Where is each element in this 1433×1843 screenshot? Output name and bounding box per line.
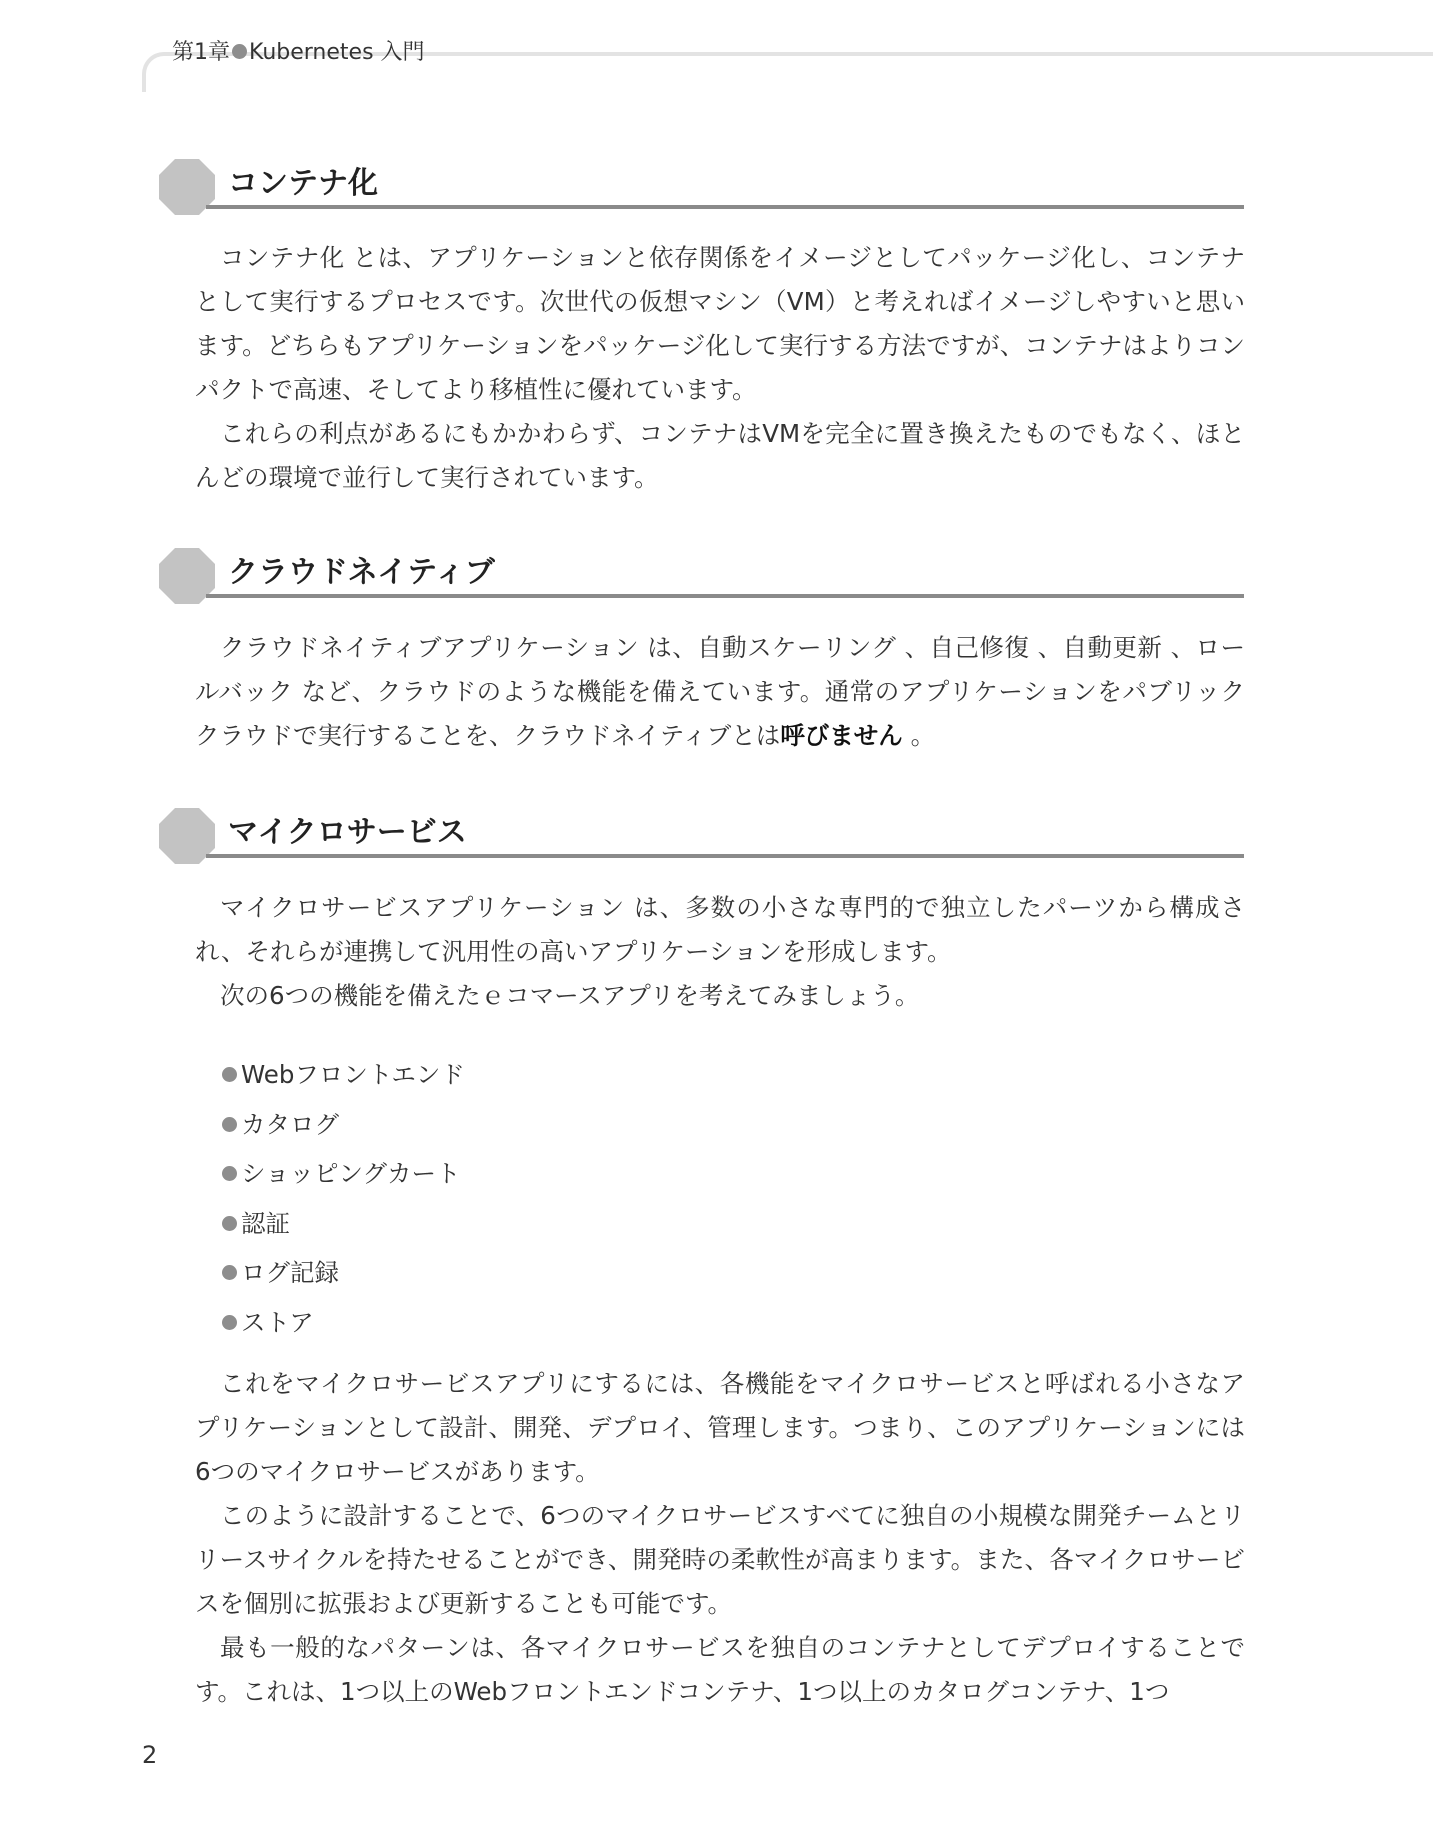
bullet-icon bbox=[222, 1067, 237, 1082]
paragraph-text-end: 。 bbox=[902, 721, 936, 750]
heading-underline bbox=[206, 205, 1244, 209]
paragraph: 最も一般的なパターンは、各マイクロサービスを独自のコンテナとしてデプロイすることです。これは、1つ以上のWebフロントエンドコンテナ、1つ以上のカタログコンテナ、1つ bbox=[195, 1633, 1245, 1706]
page-number: 2 bbox=[142, 1741, 158, 1769]
running-header bbox=[142, 38, 1433, 88]
paragraph: マイクロサービスアプリケーション は、多数の小さな専門的で独立したパーツから構成され、それらが連携して汎用性の高いアプリケーションを形成します。 bbox=[195, 893, 1245, 966]
section-heading-microservices bbox=[158, 807, 1244, 867]
header-text bbox=[172, 38, 425, 68]
list-item bbox=[222, 1149, 465, 1199]
list-item-text: Webフロントエンド bbox=[241, 1060, 465, 1089]
section-body-microservices bbox=[195, 886, 1245, 1018]
list-item-text: ストア bbox=[241, 1307, 314, 1337]
list-item-text: 認証 bbox=[241, 1208, 290, 1238]
feature-list bbox=[222, 1050, 465, 1347]
emphasis-text: 呼びません bbox=[780, 721, 903, 750]
section-body-cloud-native bbox=[195, 626, 1245, 758]
paragraph: これらの利点があるにもかかわらず、コンテナはVMを完全に置き換えたものでもなく、ほとんどの環境で並行して実行されています。 bbox=[195, 419, 1245, 492]
list-item-text: ショッピングカート bbox=[241, 1159, 461, 1188]
list-item-text: カタログ bbox=[241, 1109, 339, 1139]
section-title: クラウドネイティブ bbox=[228, 555, 495, 590]
list-item bbox=[222, 1050, 465, 1100]
list-item bbox=[222, 1298, 465, 1348]
bullet-icon bbox=[222, 1265, 237, 1280]
paragraph: これをマイクロサービスアプリにするには、各機能をマイクロサービスと呼ばれる小さなアプリケーションとして設計、開発、デプロイ、管理します。つまり、このアプリケーションには6つのマイクロサービスがあります。 bbox=[195, 1369, 1245, 1486]
paragraph: 次の6つの機能を備えたｅコマースアプリを考えてみましょう。 bbox=[220, 981, 920, 1010]
list-item bbox=[222, 1199, 465, 1249]
section-body-microservices-continued bbox=[195, 1362, 1245, 1714]
bullet-icon bbox=[222, 1166, 237, 1181]
heading-underline bbox=[206, 594, 1244, 598]
section-title: コンテナ化 bbox=[228, 166, 378, 201]
bullet-icon bbox=[222, 1117, 237, 1132]
paragraph: このように設計することで、6つのマイクロサービスすべてに独自の小規模な開発チームとリリースサイクルを持たせることができ、開発時の柔軟性が高まります。また、各マイクロサービスを個別に拡張および更新することも可能です。 bbox=[195, 1501, 1245, 1618]
bullet-icon bbox=[232, 44, 247, 59]
list-item bbox=[222, 1248, 465, 1298]
list-item-text: ログ記録 bbox=[241, 1258, 339, 1287]
chapter-title: Kubernetes 入門 bbox=[249, 40, 425, 65]
section-title: マイクロサービス bbox=[228, 815, 467, 850]
section-body-containerization bbox=[195, 236, 1245, 500]
bullet-icon bbox=[222, 1216, 237, 1231]
paragraph bbox=[195, 626, 1245, 758]
chapter-number: 第1章 bbox=[172, 40, 230, 65]
paragraph-text: クラウドネイティブアプリケーション は、自動スケーリング 、自己修復 、自動更新 、ロールバック など、クラウドのような機能を備えています。通常のアプリケーションをパブリッククラウドで実行することを、クラウドネイティブとは bbox=[195, 633, 1245, 750]
section-heading-containerization bbox=[158, 158, 1244, 218]
heading-underline bbox=[206, 854, 1244, 858]
section-heading-cloud-native bbox=[158, 547, 1244, 607]
bullet-icon bbox=[222, 1315, 237, 1330]
list-item bbox=[222, 1100, 465, 1150]
paragraph: コンテナ化 とは、アプリケーションと依存関係をイメージとしてパッケージ化し、コンテナとして実行するプロセスです。次世代の仮想マシン（VM）と考えればイメージしやすいと思います。どちらもアプリケーションをパッケージ化して実行する方法ですが、コンテナはよりコンパクトで高速、そしてより移植性に優れています。 bbox=[195, 243, 1245, 404]
